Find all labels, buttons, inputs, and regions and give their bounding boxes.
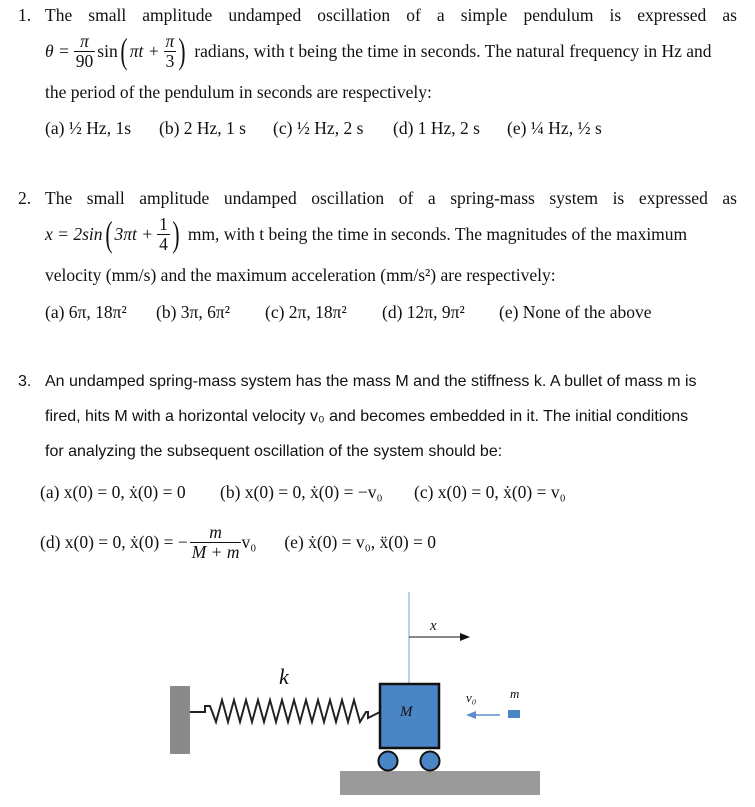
q3-option-d-suffix: v₀ [241, 531, 257, 552]
q3-line3: for analyzing the subsequent oscillation of the system should be: [45, 443, 503, 460]
velocity-label: v₀ [466, 690, 477, 705]
q3-option-b: (b) x(0) = 0, ẋ(0) = −v₀ [220, 482, 383, 502]
q2-option-c: (c) 2π, 18π² [265, 302, 347, 322]
q3-option-c: (c) x(0) = 0, ẋ(0) = v₀ [414, 482, 566, 502]
q1-line2: radians, with t being the time in seconds. The natural frequency in Hz and [194, 40, 712, 61]
q2-line3: velocity (mm/s) and the maximum acceleration (mm/s²) are respectively: [45, 265, 556, 285]
q3-options-row2: (d) x(0) = 0, ẋ(0) = − $\frac{m}{M + m}$ v₀ (e) ẋ(0) = v₀, ẍ(0) = 0 [40, 522, 437, 562]
wall [170, 686, 190, 754]
spring-label: k [279, 664, 289, 689]
q1-option-c: (c) ½ Hz, 2 s [273, 118, 364, 138]
q3-line2: fired, hits M with a horizontal velocity v₀ and becomes embedded in it. The initial conditions [45, 408, 689, 425]
axis-label: x [430, 618, 437, 634]
q1-option-b: (b) 2 Hz, 1 s [159, 118, 246, 138]
wheel-left [379, 752, 398, 771]
q1-line3: the period of the pendulum in seconds are respectively: [45, 82, 432, 102]
bullet [508, 710, 520, 718]
q1-option-e: (e) ¼ Hz, ½ s [507, 118, 602, 138]
q1-equation: θ = $\frac{\pi}{90}$ sin ( πt + $\frac{\pi}{3}$ ) radians, with t being the time in seconds. The natural frequency in Hz and [45, 31, 712, 71]
x-arrow-head [460, 633, 470, 641]
q2-option-e: (e) None of the above [499, 302, 652, 322]
q2-number: 2. [18, 188, 32, 208]
q3-number: 3. [18, 373, 32, 390]
q1-option-d: (d) 1 Hz, 2 s [393, 118, 480, 138]
q2-line1: The small amplitude undamped oscillation of a spring-mass system is expressed as [45, 188, 737, 208]
q3-line1: An undamped spring-mass system has the mass M and the stiffness k. A bullet of mass m is [45, 373, 697, 390]
q3-option-e: (e) ẋ(0) = v₀, ẍ(0) = 0 [284, 531, 437, 552]
bullet-label: m [510, 686, 520, 701]
q2-option-d: (d) 12π, 9π² [382, 302, 465, 322]
q2-option-b: (b) 3π, 6π² [156, 302, 230, 322]
ground [340, 771, 540, 795]
q1-option-a: (a) ½ Hz, 1s [45, 118, 132, 138]
mass-label: M [400, 704, 413, 720]
q2-option-a: (a) 6π, 18π² [45, 302, 127, 322]
q2-line2: mm, with t being the time in seconds. The magnitudes of the maximum [187, 223, 688, 244]
q1-line1: The small amplitude undamped oscillation of a simple pendulum is expressed as [45, 5, 737, 25]
spring [190, 700, 380, 722]
wheel-right [421, 752, 440, 771]
q3-option-a: (a) x(0) = 0, ẋ(0) = 0 [40, 482, 186, 502]
q3-option-d-prefix: (d) x(0) = 0, ẋ(0) = − [40, 531, 188, 552]
velocity-arrow-head [466, 711, 476, 719]
q2-equation: x = 2sin ( 3πt + $\frac{1}{4}$ ) mm, with t being the time in seconds. The magnitudes of the maximum [45, 214, 688, 254]
q1-number: 1. [18, 5, 32, 25]
